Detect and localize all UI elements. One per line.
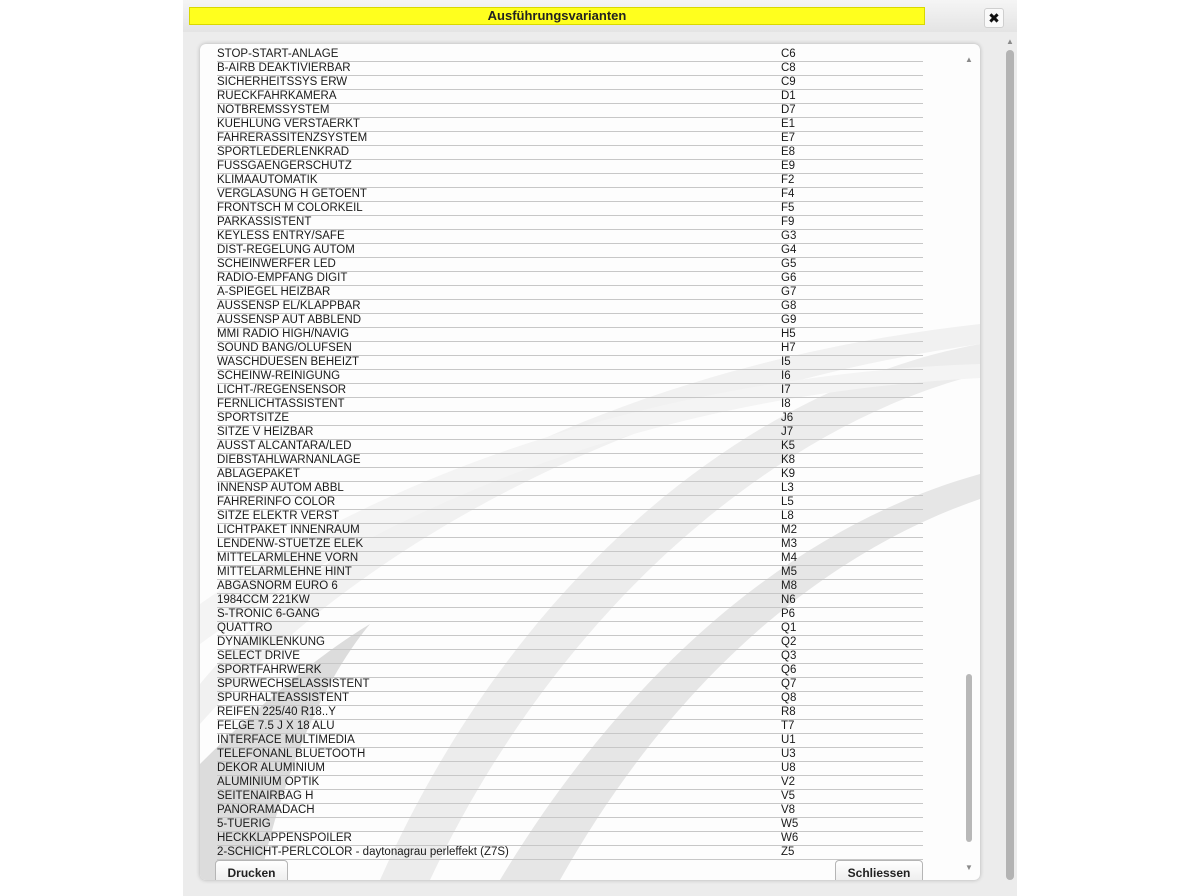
option-code: Z5: [781, 846, 795, 858]
option-code: E7: [781, 132, 796, 144]
option-code: C8: [781, 62, 796, 74]
option-label: DIST-REGELUNG AUTOM: [217, 244, 355, 256]
option-label: DEKOR ALUMINIUM: [217, 762, 325, 774]
list-item: [217, 706, 923, 720]
option-code: J6: [781, 412, 794, 424]
option-label: HECKKLAPPENSPOILER: [217, 832, 352, 844]
option-code: F5: [781, 202, 795, 214]
option-label: SCHEINWERFER LED: [217, 258, 336, 270]
list-item: [217, 776, 923, 790]
option-label: RADIO-EMPFANG DIGIT: [217, 272, 348, 284]
option-label: VERGLASUNG H GETOENT: [217, 188, 367, 200]
list-scrollbar-thumb[interactable]: [966, 674, 972, 842]
option-label: LENDENW-STUETZE ELEK: [217, 538, 364, 550]
option-code: G3: [781, 230, 797, 242]
option-label: PARKASSISTENT: [217, 216, 312, 228]
option-code: G4: [781, 244, 797, 256]
option-label: INNENSP AUTOM ABBL: [217, 482, 344, 494]
dialog-scrollbar[interactable]: [1003, 36, 1017, 896]
list-item: [217, 370, 923, 384]
option-label: KEYLESS ENTRY/SAFE: [217, 230, 345, 242]
option-label: FELGE 7.5 J X 18 ALU: [217, 720, 335, 732]
list-item: [217, 356, 923, 370]
option-code: G6: [781, 272, 797, 284]
options-dialog: [183, 0, 1017, 896]
option-code: I8: [781, 398, 791, 410]
list-item: [217, 594, 923, 608]
list-item: [217, 230, 923, 244]
option-label: QUATTRO: [217, 622, 273, 634]
list-item: [217, 496, 923, 510]
list-item: [217, 664, 923, 678]
list-item: [217, 314, 923, 328]
option-code: G9: [781, 314, 797, 326]
list-item: [217, 678, 923, 692]
option-code: Q1: [781, 622, 797, 634]
list-item: [217, 174, 923, 188]
list-item: [217, 258, 923, 272]
option-code: W6: [781, 832, 799, 844]
list-item: [217, 412, 923, 426]
list-item: [217, 426, 923, 440]
list-item: [217, 216, 923, 230]
option-label: SPURHALTEASSISTENT: [217, 692, 350, 704]
option-label: SPORTSITZE: [217, 412, 289, 424]
option-label: MMI RADIO HIGH/NAVIG: [217, 328, 350, 340]
option-label: SEITENAIRBAG H: [217, 790, 314, 802]
option-code: M2: [781, 524, 797, 536]
list-item: [217, 538, 923, 552]
close-icon[interactable]: ✖: [984, 8, 1004, 28]
option-code: W5: [781, 818, 799, 830]
scroll-down-icon[interactable]: ▼: [965, 863, 973, 872]
option-code: M5: [781, 566, 797, 578]
list-item: [217, 104, 923, 118]
option-label: KUEHLUNG VERSTAERKT: [217, 118, 360, 130]
option-label: MITTELARMLEHNE HINT: [217, 566, 352, 578]
option-code: E9: [781, 160, 796, 172]
options-list: [217, 48, 923, 860]
close-button[interactable]: Schliessen: [835, 860, 923, 880]
option-code: C9: [781, 76, 796, 88]
option-label: B-AIRB DEAKTIVIERBAR: [217, 62, 351, 74]
option-code: V5: [781, 790, 796, 802]
option-code: I6: [781, 370, 791, 382]
list-item: [217, 734, 923, 748]
list-scrollbar[interactable]: [962, 48, 976, 876]
option-label: AUSSENSP EL/KLAPPBAR: [217, 300, 361, 312]
option-code: N6: [781, 594, 796, 606]
list-item: [217, 608, 923, 622]
list-item: [217, 510, 923, 524]
list-item: [217, 384, 923, 398]
list-item: [217, 48, 923, 62]
option-code: K9: [781, 468, 796, 480]
option-label: SPORTLEDERLENKRAD: [217, 146, 350, 158]
option-code: F2: [781, 174, 795, 186]
list-item: [217, 286, 923, 300]
list-item: [217, 90, 923, 104]
dialog-scrollbar-thumb[interactable]: [1006, 50, 1014, 880]
option-label: FAHRERASSITENZSYSTEM: [217, 132, 368, 144]
option-code: G7: [781, 286, 797, 298]
list-item: [217, 440, 923, 454]
option-label: NOTBREMSSYSTEM: [217, 104, 330, 116]
option-label: STOP-START-ANLAGE: [217, 48, 339, 60]
option-label: FRONTSCH M COLORKEIL: [217, 202, 363, 214]
option-label: SELECT DRIVE: [217, 650, 300, 662]
option-code: T7: [781, 720, 795, 732]
option-label: SICHERHEITSSYS ERW: [217, 76, 348, 88]
option-code: L8: [781, 510, 794, 522]
option-label: FUSSGAENGERSCHUTZ: [217, 160, 352, 172]
option-code: V2: [781, 776, 796, 788]
list-item: [217, 762, 923, 776]
list-item: [217, 160, 923, 174]
option-code: K8: [781, 454, 796, 466]
list-item: [217, 692, 923, 706]
option-code: Q2: [781, 636, 797, 648]
option-code: Q7: [781, 678, 797, 690]
option-code: M4: [781, 552, 797, 564]
option-code: Q6: [781, 664, 797, 676]
list-item: [217, 566, 923, 580]
list-item: [217, 818, 923, 832]
list-item: [217, 832, 923, 846]
list-item: [217, 720, 923, 734]
list-item: [217, 272, 923, 286]
list-item: [217, 398, 923, 412]
option-code: U1: [781, 734, 796, 746]
option-label: DIEBSTAHLWARNANLAGE: [217, 454, 361, 466]
option-label: SITZE ELEKTR VERST: [217, 510, 340, 522]
option-label: 5-TUERIG: [217, 818, 271, 830]
list-item: [217, 454, 923, 468]
list-item: [217, 244, 923, 258]
list-item: [217, 482, 923, 496]
list-item: [217, 846, 923, 860]
option-label: A-SPIEGEL HEIZBAR: [217, 286, 331, 298]
option-code: E1: [781, 118, 796, 130]
option-code: V8: [781, 804, 796, 816]
list-item: [217, 468, 923, 482]
option-code: F9: [781, 216, 795, 228]
list-item: [217, 132, 923, 146]
option-code: H7: [781, 342, 796, 354]
list-item: [217, 524, 923, 538]
list-item: [217, 580, 923, 594]
option-code: E8: [781, 146, 796, 158]
option-label: SITZE V HEIZBAR: [217, 426, 314, 438]
list-item: [217, 146, 923, 160]
option-code: G8: [781, 300, 797, 312]
list-item: [217, 650, 923, 664]
option-label: REIFEN 225/40 R18..Y: [217, 706, 336, 718]
option-label: FAHRERINFO COLOR: [217, 496, 336, 508]
option-code: D7: [781, 104, 796, 116]
option-code: L5: [781, 496, 794, 508]
list-item: [217, 342, 923, 356]
option-label: KLIMAAUTOMATIK: [217, 174, 318, 186]
option-label: ABGASNORM EURO 6: [217, 580, 338, 592]
list-item: [217, 748, 923, 762]
option-label: INTERFACE MULTIMEDIA: [217, 734, 355, 746]
option-label: SOUND BANG/OLUFSEN: [217, 342, 352, 354]
list-item: [217, 622, 923, 636]
option-code: J7: [781, 426, 794, 438]
option-label: S-TRONIC 6-GANG: [217, 608, 320, 620]
scroll-up-icon[interactable]: ▲: [965, 55, 973, 64]
option-code: R8: [781, 706, 796, 718]
option-label: FERNLICHTASSISTENT: [217, 398, 345, 410]
option-label: AUSSENSP AUT ABBLEND: [217, 314, 362, 326]
dialog-titlebar[interactable]: [183, 0, 1017, 32]
option-code: I5: [781, 356, 791, 368]
option-code: Q3: [781, 650, 797, 662]
option-code: D1: [781, 90, 796, 102]
list-item: [217, 790, 923, 804]
option-label: 1984CCM 221KW: [217, 594, 310, 606]
option-code: U8: [781, 762, 796, 774]
option-code: U3: [781, 748, 796, 760]
list-item: [217, 202, 923, 216]
list-item: [217, 62, 923, 76]
option-label: RUECKFAHRKAMERA: [217, 90, 337, 102]
list-item: [217, 636, 923, 650]
option-label: PANORAMADACH: [217, 804, 315, 816]
option-code: C6: [781, 48, 796, 60]
option-code: M3: [781, 538, 797, 550]
option-code: P6: [781, 608, 796, 620]
option-label: DYNAMIKLENKUNG: [217, 636, 325, 648]
options-panel: [200, 44, 980, 880]
option-code: L3: [781, 482, 794, 494]
option-label: SPURWECHSELASSISTENT: [217, 678, 370, 690]
option-code: M8: [781, 580, 797, 592]
option-code: H5: [781, 328, 796, 340]
dialog-scroll-up-icon[interactable]: ▲: [1006, 37, 1014, 46]
option-code: F4: [781, 188, 795, 200]
print-button[interactable]: Drucken: [215, 860, 288, 880]
option-label: AUSST ALCANTARA/LED: [217, 440, 352, 452]
dialog-title: Ausführungsvarianten: [189, 7, 925, 25]
list-item: [217, 118, 923, 132]
option-label: WASCHDUESEN BEHEIZT: [217, 356, 360, 368]
option-label: SCHEINW-REINIGUNG: [217, 370, 341, 382]
option-label: SPORTFAHRWERK: [217, 664, 322, 676]
option-label: ABLAGEPAKET: [217, 468, 300, 480]
list-item: [217, 328, 923, 342]
list-item: [217, 188, 923, 202]
option-label: TELEFONANL BLUETOOTH: [217, 748, 366, 760]
list-item: [217, 300, 923, 314]
list-item: [217, 804, 923, 818]
list-item: [217, 552, 923, 566]
list-item: [217, 76, 923, 90]
option-code: I7: [781, 384, 791, 396]
option-code: K5: [781, 440, 796, 452]
option-label: LICHTPAKET INNENRAUM: [217, 524, 360, 536]
option-code: Q8: [781, 692, 797, 704]
option-label: LICHT-/REGENSENSOR: [217, 384, 347, 396]
option-label: ALUMINIUM OPTIK: [217, 776, 320, 788]
option-code: G5: [781, 258, 797, 270]
option-label: 2-SCHICHT-PERLCOLOR - daytonagrau perleffekt (Z7S): [217, 846, 509, 858]
option-label: MITTELARMLEHNE VORN: [217, 552, 359, 564]
